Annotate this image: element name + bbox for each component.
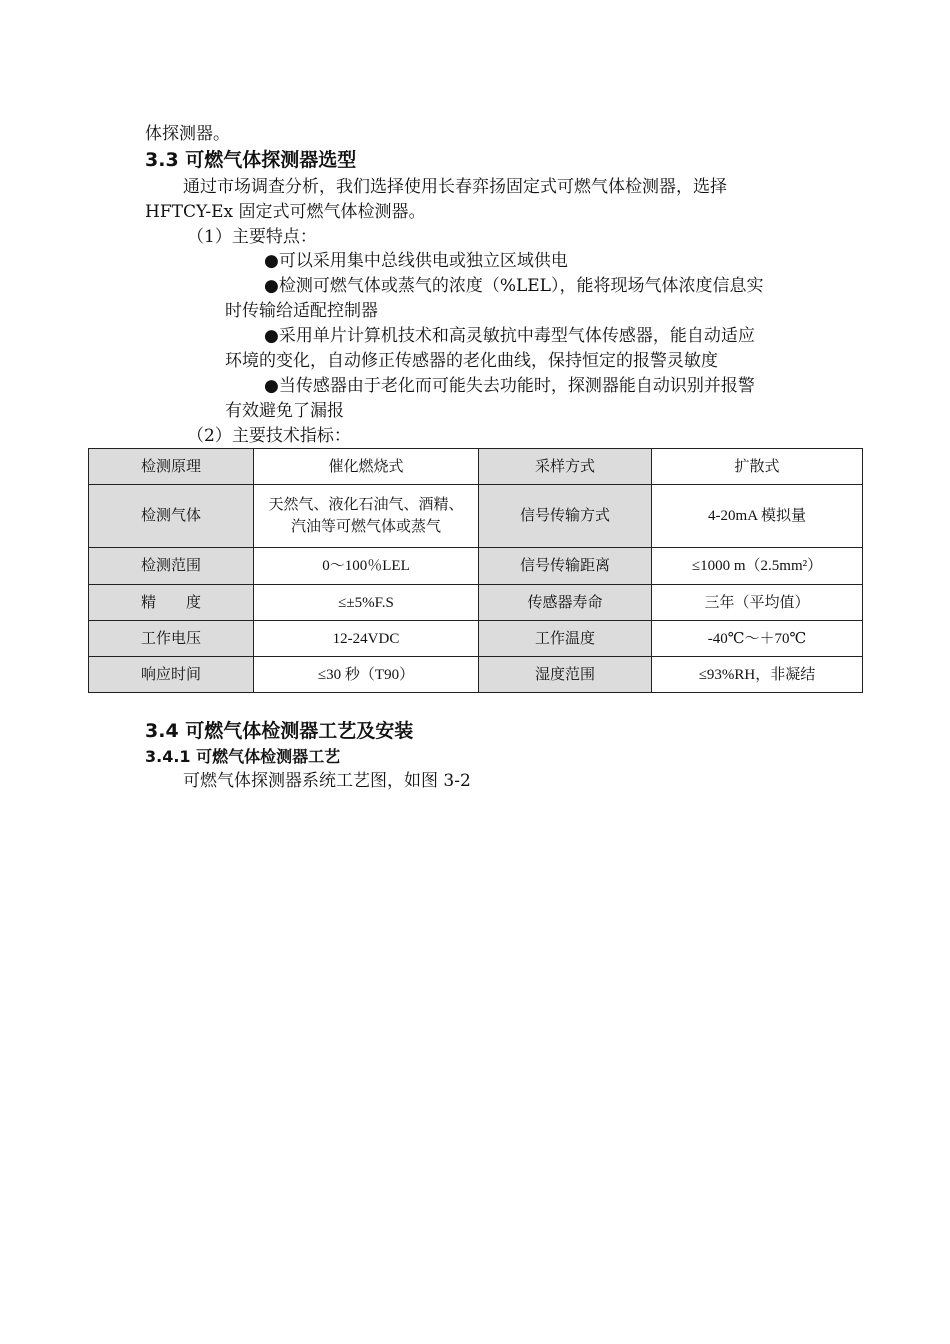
table-value-cell: 0～100％LEL [254, 548, 479, 585]
bullet-item-continued: 环境的变化，自动修正传感器的老化曲线，保持恒定的报警灵敏度 [225, 351, 718, 371]
table-key-cell: 响应时间 [89, 657, 254, 693]
bullet-item-continued: 有效避免了漏报 [225, 401, 344, 421]
table-key-cell: 工作温度 [479, 621, 652, 657]
bullet-item: ●采用单片计算机技术和高灵敏抗中毒型气体传感器，能自动适应 [264, 326, 755, 346]
table-value-cell: -40℃～＋70℃ [652, 621, 863, 657]
table-value-cell: 扩散式 [652, 449, 863, 485]
table-key-cell: 检测气体 [89, 485, 254, 548]
table-key-cell: 采样方式 [479, 449, 652, 485]
table-key-cell: 检测原理 [89, 449, 254, 485]
table-key-cell: 工作电压 [89, 621, 254, 657]
section-heading-3-4: 3.4 可燃气体检测器工艺及安装 [145, 720, 414, 742]
bullet-item: ●可以采用集中总线供电或独立区域供电 [264, 251, 568, 271]
table-value-cell: ≤30 秒（T90） [254, 657, 479, 693]
spec-table [88, 448, 863, 693]
table-value-cell: 12-24VDC [254, 621, 479, 657]
table-row [89, 657, 863, 693]
table-key-cell: 精 度 [89, 585, 254, 621]
table-row [89, 621, 863, 657]
table-row [89, 585, 863, 621]
table-value-cell: 三年（平均值） [652, 585, 863, 621]
bullet-item: ●检测可燃气体或蒸气的浓度（%LEL），能将现场气体浓度信息实 [264, 276, 764, 296]
table-value-cell: 天然气、液化石油气、酒精、 汽油等可燃气体或蒸气 [254, 485, 479, 548]
table-key-cell: 湿度范围 [479, 657, 652, 693]
table-key-cell: 信号传输方式 [479, 485, 652, 548]
table-row [89, 449, 863, 485]
table-value-cell: ≤1000 m（2.5mm²） [652, 548, 863, 585]
bullet-item-continued: 时传输给适配控制器 [225, 301, 378, 321]
table-key-cell: 传感器寿命 [479, 585, 652, 621]
bullet-item: ●当传感器由于老化而可能失去功能时，探测器能自动识别并报警 [264, 376, 755, 396]
table-key-cell: 信号传输距离 [479, 548, 652, 585]
continued-text: 体探测器。 [145, 124, 230, 144]
paragraph-line: HFTCY-Ex 固定式可燃气体检测器。 [145, 202, 426, 222]
list-subheading: （2）主要技术指标： [187, 426, 351, 446]
table-value-cell: 4-20mA 模拟量 [652, 485, 863, 548]
paragraph-line: 通过市场调查分析，我们选择使用长春弈扬固定式可燃气体检测器，选择 [183, 177, 727, 197]
list-subheading: （1）主要特点： [187, 227, 317, 247]
section-heading-3-3: 3.3 可燃气体探测器选型 [145, 149, 357, 171]
table-value-cell: 催化燃烧式 [254, 449, 479, 485]
table-row [89, 548, 863, 585]
table-key-cell: 检测范围 [89, 548, 254, 585]
table-value-cell: ≤±5%F.S [254, 585, 479, 621]
table-value-cell: ≤93%RH，非凝结 [652, 657, 863, 693]
paragraph-line: 可燃气体探测器系统工艺图，如图 3-2 [183, 771, 471, 791]
table-row [89, 485, 863, 548]
subsection-heading-3-4-1: 3.4.1 可燃气体检测器工艺 [145, 747, 341, 766]
